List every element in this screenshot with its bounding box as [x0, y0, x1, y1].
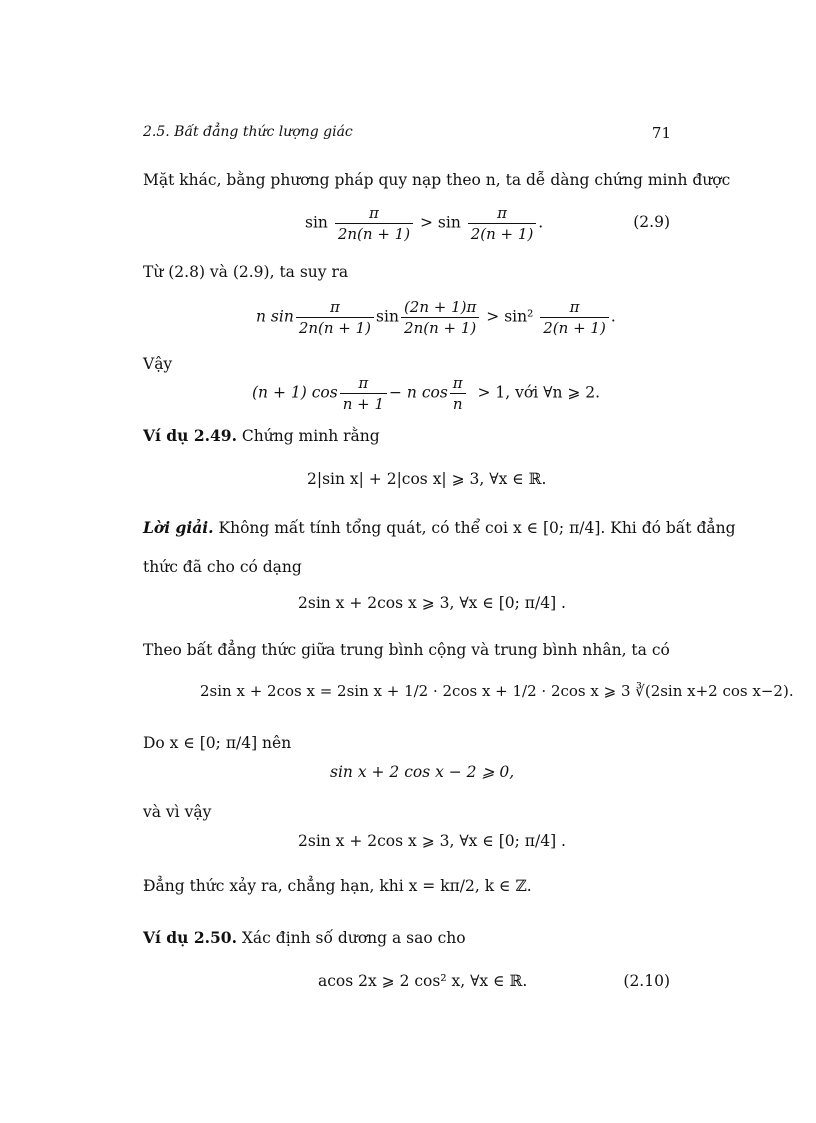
numerator: π: [452, 374, 463, 392]
eq-text: sin: [305, 213, 328, 232]
denominator: n: [450, 393, 466, 413]
equation-number-2-9: (2.9): [633, 213, 670, 231]
denominator: 2n(n + 1): [296, 317, 374, 337]
eq-text: (n + 1) cos: [252, 383, 338, 402]
running-header: [143, 124, 671, 140]
paragraph-therefore: và vì vậy: [143, 803, 212, 821]
fraction: [335, 204, 413, 243]
page-number: 71: [651, 124, 671, 142]
paragraph-deduce: Từ (2.8) và (2.9), ta suy ra: [143, 263, 349, 281]
denominator: 2(n + 1): [540, 317, 609, 337]
eq-text: .: [538, 213, 544, 232]
since-text: Do x ∈ [0; π/4] nên: [143, 734, 292, 752]
section-title: 2.5. Bất đẳng thức lượng giác: [143, 124, 353, 140]
fraction: [401, 298, 479, 337]
denominator: 2n(n + 1): [335, 223, 413, 243]
equation-number-2-10: (2.10): [623, 972, 670, 990]
fraction: [450, 374, 466, 413]
solution-line-1: [143, 518, 736, 538]
equation-am-gm: [200, 682, 794, 700]
example-label: Ví dụ 2.50.: [143, 928, 237, 947]
paragraph-am-gm: Theo bất đẳng thức giữa trung bình cộng và trung bình nhân, ta có: [143, 641, 670, 659]
equation-product: [256, 298, 616, 337]
eq-text: − n cos: [389, 383, 448, 402]
fraction: [540, 298, 609, 337]
eq-text: > 1, với ∀n ⩾ 2.: [477, 383, 601, 402]
equation-2-9: [305, 204, 543, 243]
equation-abs-sin-cos: [307, 470, 546, 488]
example-2-49: [143, 426, 380, 446]
eq-text: > sin²: [481, 307, 539, 326]
equation-reduced: [298, 594, 566, 612]
paragraph-hence: Vậy: [143, 355, 173, 373]
example-text: Xác định số dương a sao cho: [236, 929, 466, 947]
solution-text: Không mất tính tổng quát, có thể coi x ∈ [0; π/4]. Khi đó bất đẳng: [213, 519, 736, 537]
fraction: [296, 298, 374, 337]
denominator: 2n(n + 1): [401, 317, 479, 337]
eq-text: > sin: [415, 213, 466, 232]
eq-text: 2|sin x| + 2|cos x| ⩾ 3, ∀x ∈ ℝ.: [307, 470, 547, 488]
example-label: Ví dụ 2.49.: [143, 426, 237, 445]
denominator: n + 1: [340, 393, 387, 413]
equation-conclusion: [298, 832, 566, 850]
eq-text: 2sin x + 2cos x = 2sin x + 1/2 · 2cos x + 1/2 · 2cos x ⩾ 3 ∛(2sin x+2 cos x−2).: [200, 682, 794, 700]
equation-2-10: [318, 972, 527, 990]
denominator: 2(n + 1): [468, 223, 537, 243]
paragraph-induction: Mặt khác, bằng phương pháp quy nạp theo n, ta dễ dàng chứng minh được: [143, 171, 731, 189]
eq-text: acos 2x ⩾ 2 cos² x, ∀x ∈ ℝ.: [318, 972, 528, 990]
paragraph-equality: Đẳng thức xảy ra, chẳng hạn, khi x = kπ/2, k ∈ ℤ.: [143, 877, 532, 895]
equation-nonnegative: [330, 763, 514, 781]
eq-text: sin: [376, 307, 399, 326]
numerator: π: [358, 374, 369, 392]
eq-text: 2sin x + 2cos x ⩾ 3, ∀x ∈ [0; π/4] .: [298, 832, 566, 850]
numerator: (2n + 1)π: [403, 298, 477, 316]
solution-line-2: thức đã cho có dạng: [143, 558, 302, 576]
paragraph-since: [143, 733, 291, 753]
eq-text: n sin: [256, 307, 294, 326]
example-text: Chứng minh rằng: [236, 427, 380, 445]
numerator: π: [497, 204, 507, 222]
eq-text: 2sin x + 2cos x ⩾ 3, ∀x ∈ [0; π/4] .: [298, 594, 566, 612]
fraction: [468, 204, 537, 243]
fraction: [340, 374, 387, 413]
solution-label: Lời giải.: [143, 518, 214, 537]
numerator: π: [369, 204, 379, 222]
numerator: π: [569, 298, 580, 316]
example-2-50: [143, 928, 466, 948]
equation-cos-difference: [252, 374, 600, 413]
eq-text: sin x + 2 cos x − 2 ⩾ 0,: [330, 763, 515, 781]
numerator: π: [329, 298, 340, 316]
eq-text: .: [610, 307, 616, 326]
